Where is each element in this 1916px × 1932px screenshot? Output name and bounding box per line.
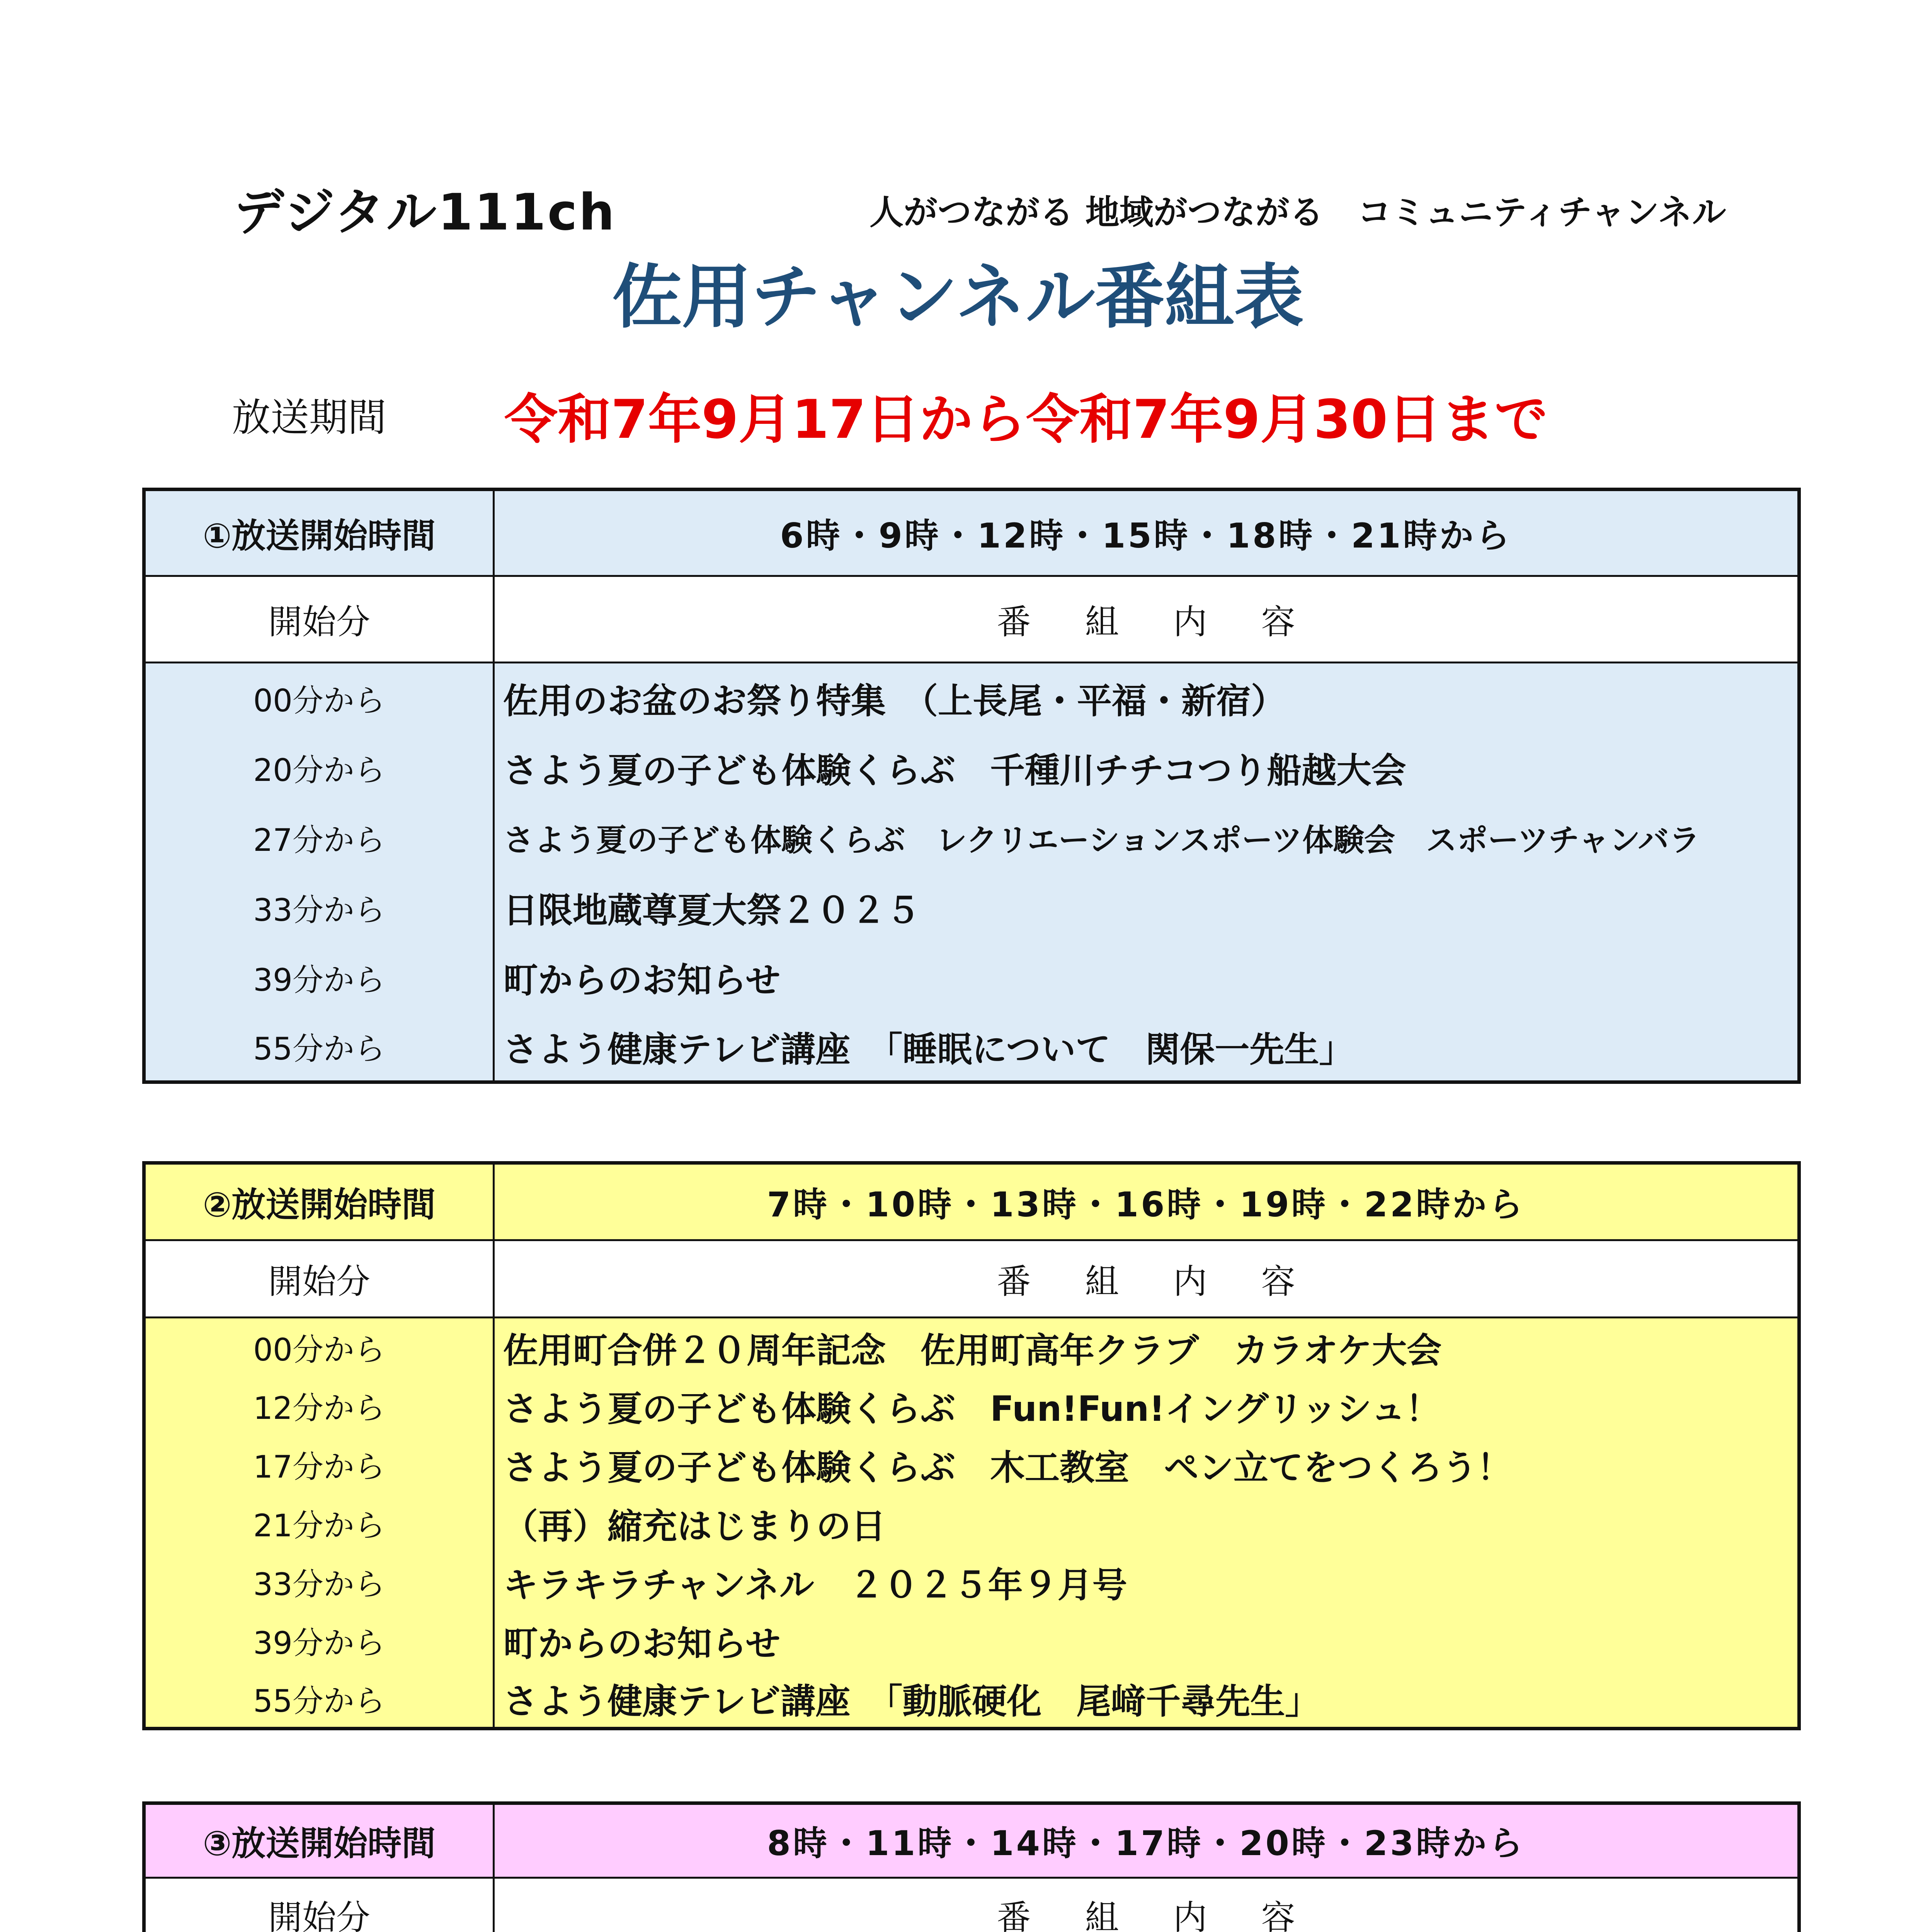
table-row	[144, 1435, 1799, 1494]
schedule-header-row	[144, 490, 1799, 576]
start-minute: 33分から	[144, 872, 494, 942]
start-minute: 27分から	[144, 803, 494, 872]
schedule-table-3	[142, 1801, 1801, 1932]
program-title: 町からのお知らせ	[494, 1611, 1799, 1670]
start-minute: 39分から	[144, 942, 494, 1012]
program-content-header: 番組内容	[494, 1240, 1799, 1318]
program-title: さよう健康テレビ講座 「動脈硬化 尾﨑千尋先生」	[494, 1670, 1799, 1729]
table-row	[144, 663, 1799, 733]
program-title: さよう夏の子ども体験くらぶ 木工教室 ペン立てをつくろう！	[494, 1435, 1799, 1494]
table-row	[144, 942, 1799, 1012]
broadcast-start-label: ②放送開始時間	[144, 1163, 494, 1240]
table-row	[144, 1012, 1799, 1082]
broadcast-start-times: 7時・10時・13時・16時・19時・22時から	[494, 1163, 1799, 1240]
start-minute: 12分から	[144, 1376, 494, 1435]
table-row	[144, 1670, 1799, 1729]
column-header-row	[144, 1878, 1799, 1932]
column-header-row	[144, 1240, 1799, 1318]
schedule-table-2	[142, 1161, 1801, 1730]
program-title: 日限地蔵尊夏大祭２０２５	[494, 872, 1799, 942]
broadcast-start-label: ①放送開始時間	[144, 490, 494, 576]
broadcast-start-times: 8時・11時・14時・17時・20時・23時から	[494, 1803, 1799, 1878]
table-row	[144, 872, 1799, 942]
table-row	[144, 1553, 1799, 1611]
program-title: さよう夏の子ども体験くらぶ レクリエーションスポーツ体験会 スポーツチャンバラ	[494, 803, 1799, 872]
start-minute-header: 開始分	[144, 576, 494, 663]
table-row	[144, 1494, 1799, 1553]
schedule-header-row	[144, 1803, 1799, 1878]
program-content-header: 番組内容	[494, 1878, 1799, 1932]
channel-number: デジタル111ch	[234, 183, 616, 242]
program-title: 佐用町合併２０周年記念 佐用町高年クラブ カラオケ大会	[494, 1318, 1799, 1376]
start-minute: 17分から	[144, 1435, 494, 1494]
page-title: 佐用チャンネル番組表	[612, 257, 1304, 338]
start-minute: 00分から	[144, 663, 494, 733]
program-content-header: 番組内容	[494, 576, 1799, 663]
broadcast-period-value: 令和7年9月17日から令和7年9月30日まで	[504, 388, 1548, 451]
schedule-header-row	[144, 1163, 1799, 1240]
channel-tagline: 人がつながる 地域がつながる コミュニティチャンネル	[870, 192, 1726, 232]
program-title: さよう健康テレビ講座 「睡眠について 関保一先生」	[494, 1012, 1799, 1082]
program-title: キラキラチャンネル ２０２５年９月号	[494, 1553, 1799, 1611]
broadcast-start-times: 6時・9時・12時・15時・18時・21時から	[494, 490, 1799, 576]
start-minute: 33分から	[144, 1553, 494, 1611]
table-row	[144, 803, 1799, 872]
column-header-row	[144, 576, 1799, 663]
start-minute: 55分から	[144, 1012, 494, 1082]
program-title: （再）縮充はじまりの日	[494, 1494, 1799, 1553]
table-row	[144, 733, 1799, 803]
start-minute-header: 開始分	[144, 1878, 494, 1932]
table-row	[144, 1318, 1799, 1376]
start-minute-header: 開始分	[144, 1240, 494, 1318]
start-minute: 20分から	[144, 733, 494, 803]
program-title: 町からのお知らせ	[494, 942, 1799, 1012]
program-title: 佐用のお盆のお祭り特集 （上長尾・平福・新宿）	[494, 663, 1799, 733]
start-minute: 55分から	[144, 1670, 494, 1729]
table-row	[144, 1376, 1799, 1435]
broadcast-start-label: ③放送開始時間	[144, 1803, 494, 1878]
schedule-table-1	[142, 488, 1801, 1084]
start-minute: 39分から	[144, 1611, 494, 1670]
table-row	[144, 1611, 1799, 1670]
program-title: さよう夏の子ども体験くらぶ Fun!Fun!イングリッシュ！	[494, 1376, 1799, 1435]
start-minute: 21分から	[144, 1494, 494, 1553]
program-title: さよう夏の子ども体験くらぶ 千種川チチコつり船越大会	[494, 733, 1799, 803]
start-minute: 00分から	[144, 1318, 494, 1376]
broadcast-period-label: 放送期間	[232, 395, 386, 440]
